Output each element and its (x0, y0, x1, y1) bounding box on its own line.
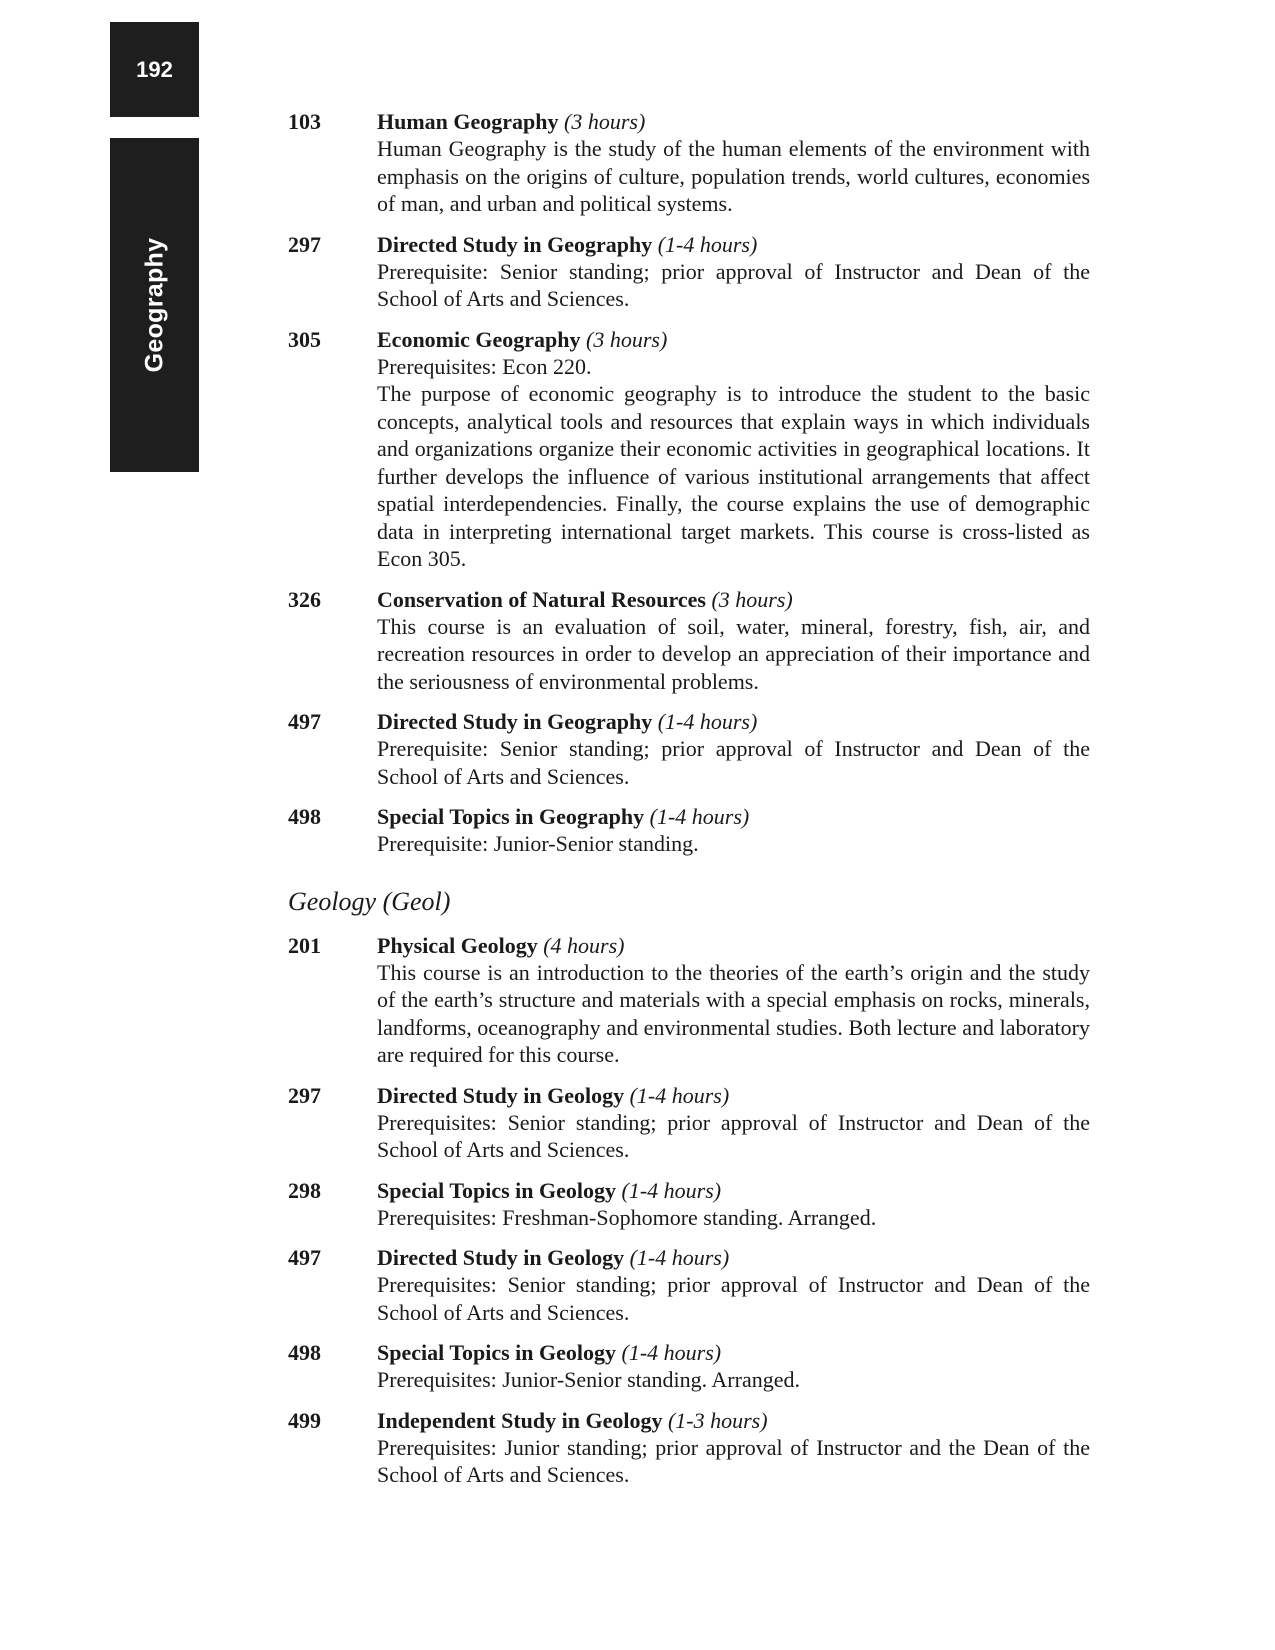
course-description-paragraph: Prerequisite: Senior standing; prior approval of Instructor and Dean of the School of Arts and Sciences. (377, 258, 1090, 311)
course-number: 297 (288, 1082, 321, 1108)
course-title: Special Topics in Geography (377, 804, 645, 829)
course-entry (288, 231, 1090, 313)
section-side-tab (110, 138, 199, 472)
page-number-tab (110, 22, 199, 117)
course-description (377, 1366, 1090, 1394)
course-entry (288, 1244, 1090, 1326)
course-description-paragraph: Prerequisites: Senior standing; prior approval of Instructor and Dean of the School of Arts and Sciences. (377, 1272, 1090, 1325)
course-entry (288, 1082, 1090, 1164)
course-description (377, 735, 1090, 790)
course-hours: (3 hours) (564, 109, 646, 134)
course-title: Directed Study in Geology (377, 1082, 625, 1108)
course-description-paragraph: Prerequisite: Junior-Senior standing. (377, 831, 699, 856)
course-hours: (1-4 hours) (649, 804, 750, 829)
course-title: Human Geography (377, 109, 559, 134)
course-description-paragraph: Prerequisites: Econ 220. (377, 353, 592, 379)
course-hours: (1-4 hours) (657, 231, 758, 257)
course-entry (288, 708, 1090, 790)
course-title-line (377, 108, 1090, 135)
course-description-paragraph: Prerequisites: Freshman-Sophomore standing. Arranged. (377, 1204, 877, 1230)
course-entry (288, 326, 1090, 573)
course-title: Economic Geography (377, 326, 581, 352)
course-entry (288, 1339, 1090, 1394)
course-body (377, 1082, 1090, 1164)
course-description-paragraph: Prerequisite: Senior standing; prior approval of Instructor and Dean of the School of Arts and Sciences. (377, 736, 1090, 789)
course-number: 499 (288, 1407, 321, 1433)
course-description-paragraph: Human Geography is the study of the human elements of the environment with emphasis on the origins of culture, population trends, world cultures, economies of man, and urban and political systems. (377, 136, 1090, 216)
course-title-line (377, 708, 1090, 735)
course-title-line (377, 231, 1090, 258)
course-number: 326 (288, 586, 321, 612)
course-body (377, 1177, 1090, 1232)
course-hours: (1-3 hours) (667, 1407, 768, 1433)
course-entry (288, 803, 1090, 858)
course-body (377, 231, 1090, 313)
course-description-paragraph: Prerequisites: Senior standing; prior approval of Instructor and Dean of the School of Arts and Sciences. (377, 1109, 1090, 1162)
course-title: Directed Study in Geography (377, 709, 653, 734)
course-title-line (377, 1177, 1090, 1204)
section-side-label: Geography (140, 237, 168, 373)
course-title-line (377, 326, 1090, 353)
course-body (377, 1339, 1090, 1394)
course-number: 497 (288, 1245, 321, 1270)
course-description-paragraph: Prerequisites: Junior-Senior standing. Arranged. (377, 1367, 800, 1392)
course-hours: (1-4 hours) (629, 1245, 730, 1270)
course-description-paragraph: This course is an introduction to the theories of the earth’s origin and the study of the earth’s structure and materials with a special emphasis on rocks, minerals, landforms, oceanography and environmental studies. Both lecture and laboratory are required for this course. (377, 959, 1090, 1067)
course-title: Independent Study in Geology (377, 1407, 663, 1433)
course-number: 298 (288, 1177, 321, 1203)
course-title: Special Topics in Geology (377, 1177, 616, 1203)
course-description (377, 830, 1090, 858)
course-number: 497 (288, 709, 321, 734)
course-title-line (377, 1082, 1090, 1109)
course-number: 498 (288, 1340, 321, 1365)
course-title-line (377, 1407, 1090, 1434)
course-body (377, 803, 1090, 858)
page-number: 192 (136, 56, 173, 82)
course-title-line (377, 1244, 1090, 1271)
course-body (377, 932, 1090, 1069)
course-hours: (4 hours) (543, 932, 625, 958)
course-description (377, 353, 1090, 573)
course-hours: (1-4 hours) (629, 1082, 730, 1108)
course-body (377, 326, 1090, 573)
course-description (377, 1271, 1090, 1326)
course-description-paragraph: Prerequisites: Junior standing; prior approval of Instructor and the Dean of the School of Arts and Sciences. (377, 1434, 1090, 1487)
course-title: Special Topics in Geology (377, 1340, 616, 1365)
course-number: 305 (288, 326, 321, 352)
course-entry (288, 932, 1090, 1069)
course-body (377, 708, 1090, 790)
course-body (377, 586, 1090, 696)
course-number: 103 (288, 109, 321, 134)
course-number: 498 (288, 804, 321, 829)
course-title-line (377, 932, 1090, 959)
course-hours: (3 hours) (586, 326, 668, 352)
course-description-paragraph: This course is an evaluation of soil, water, mineral, forestry, fish, air, and recreation resources in order to develop an appreciation of their importance and the seriousness of environmental problems. (377, 613, 1090, 694)
course-body (377, 108, 1090, 218)
course-description (377, 1109, 1090, 1164)
section-heading: Geology (Geol) (288, 886, 451, 916)
course-hours: (3 hours) (711, 586, 793, 612)
course-title-line (377, 803, 1090, 830)
course-body (377, 1244, 1090, 1326)
course-description (377, 959, 1090, 1069)
course-description (377, 1204, 1090, 1232)
course-description (377, 1434, 1090, 1489)
course-description (377, 613, 1090, 696)
course-body (377, 1407, 1090, 1489)
course-entry (288, 586, 1090, 696)
course-entry (288, 1407, 1090, 1489)
course-description-paragraph: The purpose of economic geography is to introduce the student to the basic concepts, analytical tools and resources that explain ways in which individuals and organizations organize their economic activities in geographical locations. It further develops the influence of various institutional arrangements that affect spatial interdependencies. Finally, the course explains the use of demographic data in interpreting international target markets. This course is cross-listed as Econ 305. (377, 381, 1090, 571)
course-entry (288, 108, 1090, 218)
course-number: 297 (288, 231, 321, 257)
course-title-line (377, 586, 1090, 613)
course-description (377, 135, 1090, 218)
course-title: Directed Study in Geography (377, 231, 653, 257)
course-hours: (1-4 hours) (621, 1340, 722, 1365)
course-number: 201 (288, 932, 321, 958)
course-title: Physical Geology (377, 932, 538, 958)
course-entry (288, 1177, 1090, 1232)
course-title: Conservation of Natural Resources (377, 586, 706, 612)
course-title: Directed Study in Geology (377, 1245, 625, 1270)
course-hours: (1-4 hours) (621, 1177, 722, 1203)
course-description (377, 258, 1090, 313)
course-title-line (377, 1339, 1090, 1366)
course-listing (288, 108, 1090, 1502)
course-hours: (1-4 hours) (657, 709, 758, 734)
